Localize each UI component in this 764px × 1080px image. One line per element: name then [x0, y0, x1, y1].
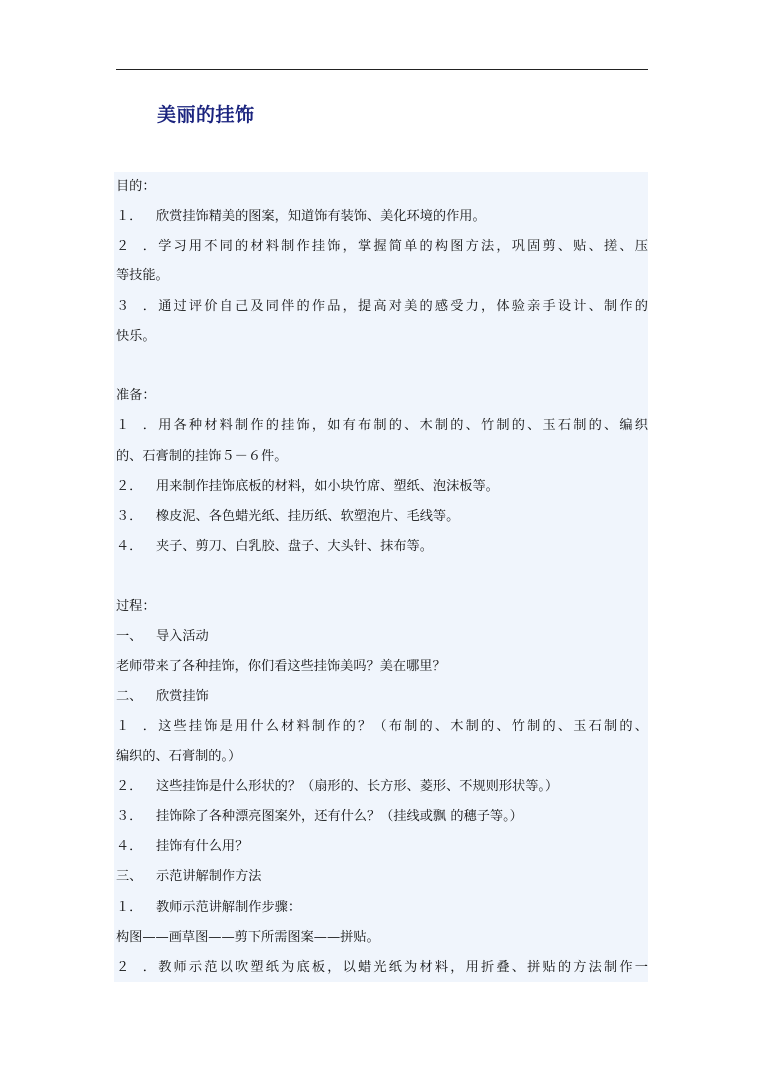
- process-step-3-item-1: [116, 898, 648, 918]
- item-number: １．: [116, 209, 143, 224]
- item-text: 用各种材料制作的挂饰，如有布制的、木制的、竹制的、玉石制的、编织: [156, 418, 648, 433]
- preparation-item-1-cont: 的、石膏制的挂饰５－６件。: [116, 449, 288, 464]
- item-number: ２．: [116, 479, 143, 494]
- item-number: ３．: [116, 509, 143, 524]
- step-title: 欣赏挂饰: [156, 689, 209, 704]
- item-text: 这些挂饰是什么形状的？（扇形的、长方形、菱形、不规则形状等。）: [156, 779, 559, 794]
- item-text: 这些挂饰是用什么材料制作的？（布制的、木制的、竹制的、玉石制的、: [156, 719, 648, 734]
- process-step-1-title: [116, 627, 648, 647]
- process-heading: 过程：: [116, 599, 156, 614]
- process-step-2-item-1-cont: 编织的、石膏制的。）: [116, 749, 242, 764]
- purpose-item-2: [116, 237, 648, 257]
- process-step-2-title: [116, 687, 648, 707]
- item-text: 挂饰有什么用？: [156, 839, 249, 854]
- preparation-item-4: [116, 537, 648, 557]
- process-step-2-item-4: [116, 837, 648, 857]
- document-body: [114, 172, 648, 982]
- step-number: 二、: [116, 689, 143, 704]
- process-step-2-item-2: [116, 777, 648, 797]
- item-number: ３．: [116, 809, 143, 824]
- preparation-item-3: [116, 507, 648, 527]
- item-text: 橡皮泥、各色蜡光纸、挂历纸、软塑泡片、毛线等。: [156, 509, 460, 524]
- item-text: 教师示范以吹塑纸为底板，以蜡光纸为材料，用折叠、拼贴的方法制作一: [156, 960, 648, 975]
- item-number: １．: [116, 719, 156, 734]
- item-number: １．: [116, 900, 143, 915]
- purpose-item-3-cont: 快乐。: [116, 329, 156, 344]
- header-rule: [116, 69, 648, 70]
- process-step-1-text: 老师带来了各种挂饰，你们看这些挂饰美吗？美在哪里？: [116, 659, 446, 674]
- item-text: 用来制作挂饰底板的材料，如小块竹席、塑纸、泡沫板等。: [156, 479, 499, 494]
- purpose-item-2-cont: 等技能。: [116, 268, 169, 283]
- process-step-3-item-1-cont: 构图——画草图——剪下所需图案——拼贴。: [116, 930, 380, 945]
- item-number: ４．: [116, 539, 143, 554]
- item-text: 夹子、剪刀、白乳胶、盘子、大头针、抹布等。: [156, 539, 433, 554]
- process-step-2-item-1: [116, 717, 648, 737]
- process-step-3-title: [116, 867, 648, 887]
- process-step-3-item-2: [116, 958, 648, 978]
- purpose-heading: 目的：: [116, 179, 156, 194]
- item-number: ２．: [116, 239, 156, 254]
- step-title: 示范讲解制作方法: [156, 869, 262, 884]
- document-title: 美丽的挂饰: [157, 104, 255, 126]
- item-number: ２．: [116, 960, 156, 975]
- step-number: 三、: [116, 869, 143, 884]
- item-text: 挂饰除了各种漂亮图案外，还有什么？（挂线或飘 的穗子等。）: [156, 809, 523, 824]
- item-number: ４．: [116, 839, 143, 854]
- preparation-heading: 准备：: [116, 388, 156, 403]
- purpose-item-3: [116, 297, 648, 317]
- step-number: 一、: [116, 629, 143, 644]
- item-text: 欣赏挂饰精美的图案，知道饰有装饰、美化环境的作用。: [156, 209, 486, 224]
- purpose-item-1: [116, 207, 648, 227]
- item-text: 教师示范讲解制作步骤：: [156, 900, 302, 915]
- item-number: １．: [116, 418, 156, 433]
- item-number: ３．: [116, 299, 156, 314]
- process-step-2-item-3: [116, 807, 648, 827]
- preparation-item-2: [116, 477, 648, 497]
- preparation-item-1: [116, 416, 648, 436]
- step-title: 导入活动: [156, 629, 209, 644]
- item-number: ２．: [116, 779, 143, 794]
- item-text: 学习用不同的材料制作挂饰，掌握简单的构图方法，巩固剪、贴、搓、压: [156, 239, 648, 254]
- item-text: 通过评价自己及同伴的作品，提高对美的感受力，体验亲手设计、制作的: [156, 299, 648, 314]
